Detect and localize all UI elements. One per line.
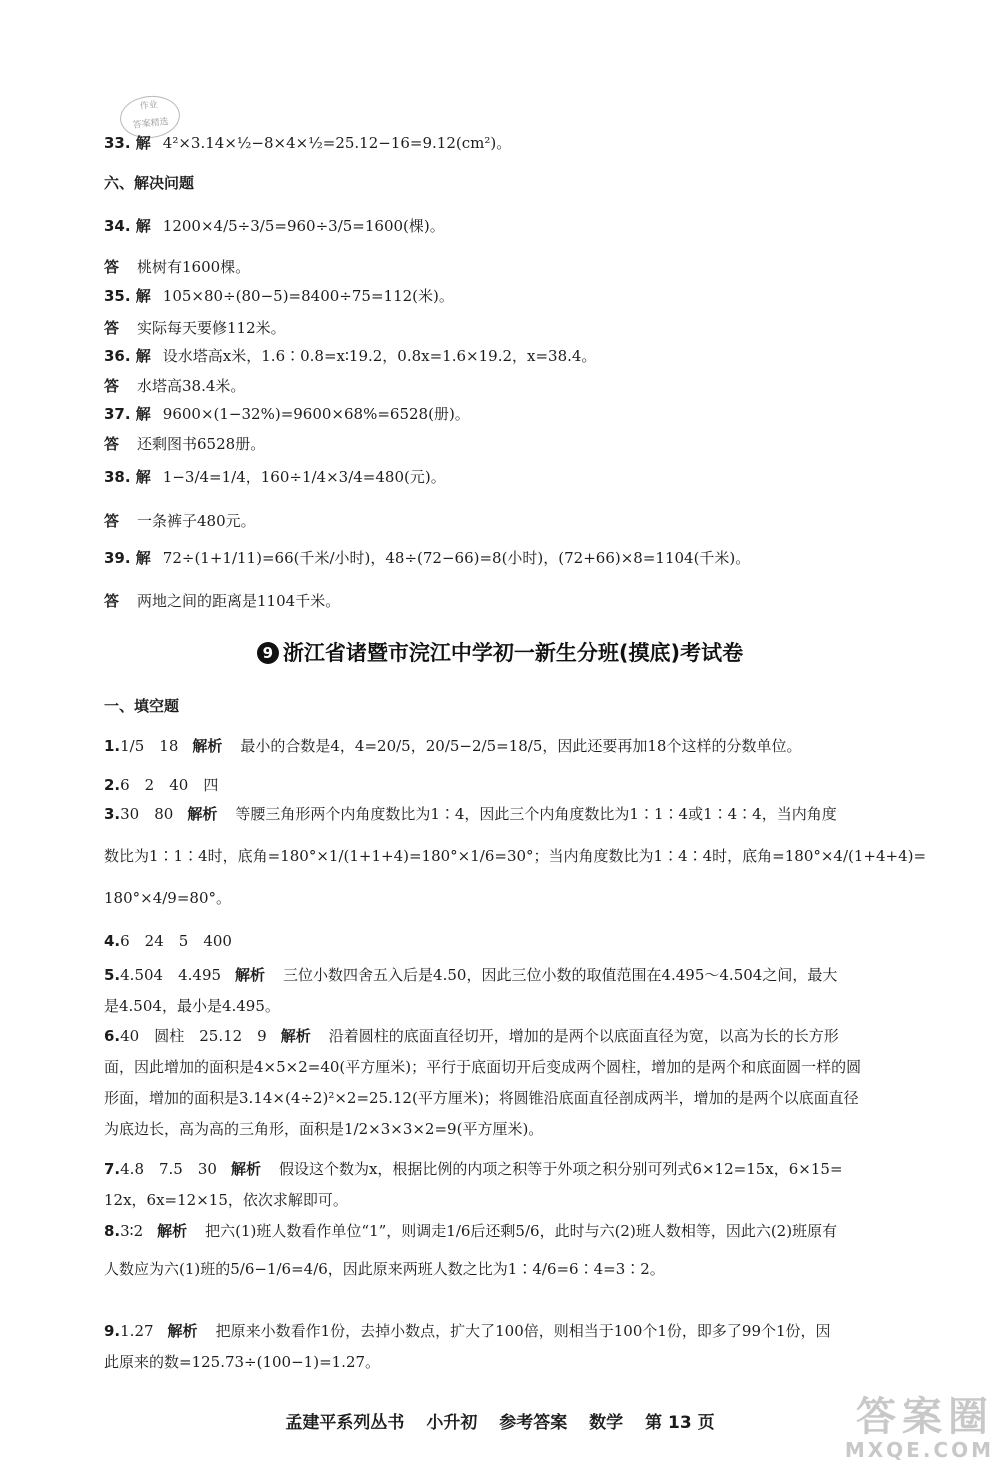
fill-answer: 1.27 [120, 1322, 154, 1340]
answer-label: 答 [104, 512, 120, 530]
jiexi-label: 解析 [280, 1027, 311, 1045]
section-6-heading: 六、解决问题 [104, 174, 195, 192]
answer-line [104, 375, 960, 397]
jiexi-label: 解析 [230, 1160, 261, 1178]
fill-number: 8. [104, 1222, 121, 1240]
fill-explanation-line: 是4.504，最小是4.495。 [104, 997, 280, 1015]
fill-item [104, 803, 960, 825]
footer-page: 第 13 页 [645, 1413, 715, 1433]
answer-text: 实际每天要修112米。 [137, 319, 286, 337]
fill-explanation-line: 180°×4/9=80°。 [104, 889, 231, 907]
fill-answer: 3∶2 [120, 1222, 144, 1240]
fill-answer: 30 80 [120, 805, 174, 823]
footer-grade: 小升初 [426, 1413, 478, 1433]
footer-type: 参考答案 [499, 1413, 568, 1433]
answer-line [104, 433, 960, 455]
answer-line [104, 317, 960, 339]
fill-item [104, 1158, 960, 1180]
q33-number: 33. 解 [104, 134, 151, 152]
fill-number: 9. [104, 1322, 121, 1340]
answer-text: 水塔高38.4米。 [137, 377, 246, 395]
fill-answer: 6 2 40 四 [120, 776, 219, 794]
fill-item [104, 1320, 960, 1342]
jiexi-label: 解析 [167, 1322, 198, 1340]
problem-number: 34. 解 [104, 217, 151, 235]
answer-label: 答 [104, 319, 120, 337]
fill-item [104, 1220, 960, 1242]
fill-explanation-line: 12x，6x=12×15，依次求解即可。 [104, 1191, 348, 1209]
stamp-text: 作业 [139, 100, 159, 112]
fill-item [104, 1025, 960, 1047]
problem-number: 38. 解 [104, 468, 151, 486]
fill-explanation-line: 此原来的数=125.73÷(100−1)=1.27。 [104, 1353, 381, 1371]
problem-line [104, 466, 960, 488]
fill-number: 6. [104, 1027, 121, 1045]
fill-explanation: 把原来小数看作1份，去掉小数点，扩大了100倍，则相当于100个1份，即多了99个1份，因 [215, 1322, 831, 1340]
answer-label: 答 [104, 377, 120, 395]
jiexi-label: 解析 [187, 805, 218, 823]
fill-explanation: 等腰三角形两个内角度数比为1∶4，因此三个内角度数比为1∶1∶4或1∶4∶4，当内角度 [235, 805, 837, 823]
fill-number: 2. [104, 776, 121, 794]
problem-number: 36. 解 [104, 347, 151, 365]
answer-text: 桃树有1600棵。 [137, 258, 251, 276]
fill-number: 5. [104, 966, 121, 984]
problem-number: 37. 解 [104, 405, 151, 423]
jiexi-label: 解析 [157, 1222, 188, 1240]
watermark-small: MXQE.COM [844, 1438, 994, 1462]
footer-subject: 数学 [589, 1413, 624, 1433]
fill-number: 4. [104, 932, 121, 950]
q33-line [104, 132, 960, 154]
fill-explanation: 沿着圆柱的底面直径切开，增加的是两个以底面直径为宽，以高为长的长方形 [328, 1027, 839, 1045]
fill-answer: 6 24 5 400 [120, 932, 232, 950]
fill-answer: 40 圆柱 25.12 9 [120, 1027, 267, 1045]
fill-explanation: 最小的合数是4，4=20/5，20/5−2/5=18/5，因此还要再加18个这样的分数单位。 [240, 737, 802, 755]
fill-answer: 4.8 7.5 30 [120, 1160, 217, 1178]
answer-label: 答 [104, 592, 120, 610]
fill-explanation-line: 面，因此增加的面积是4×5×2=40(平方厘米)；平行于底面切开后变成两个圆柱，增加的是两个和底面圆一样的圆 [104, 1058, 862, 1076]
problem-solution: 1−3/4=1/4，160÷1/4×3/4=480(元)。 [162, 468, 446, 486]
footer-series: 孟建平系列丛书 [285, 1413, 405, 1433]
fill-explanation: 三位小数四舍五入后是4.50，因此三位小数的取值范围在4.495～4.504之间，最大 [283, 966, 838, 984]
stamp-sub: 答案精选 [132, 117, 170, 131]
exam-badge: 9 [257, 642, 279, 664]
fill-answer: 1/5 18 [120, 737, 179, 755]
fill-item [104, 930, 960, 952]
problem-line [104, 345, 960, 367]
fill-answer: 4.504 4.495 [120, 966, 222, 984]
exam-title [0, 637, 1000, 667]
fill-number: 1. [104, 737, 121, 755]
watermark-big: 答案圈 [856, 1394, 994, 1440]
answer-line [104, 590, 960, 612]
problem-solution: 9600×(1−32%)=9600×68%=6528(册)。 [162, 405, 470, 423]
fill-explanation-line: 人数应为六(1)班的5/6−1/6=4/6，因此原来两班人数之比为1∶4/6=6∶4=3∶2。 [104, 1260, 665, 1278]
problem-solution: 设水塔高x米，1.6∶0.8=x∶19.2，0.8x=1.6×19.2，x=38.4。 [162, 347, 597, 365]
answer-line [104, 256, 960, 278]
answer-text: 一条裤子480元。 [137, 512, 256, 530]
fill-explanation-line: 数比为1∶1∶4时，底角=180°×1/(1+1+4)=180°×1/6=30°；当内角度数比为1∶4∶4时，底角=180°×4/(1+4+4)= [104, 847, 927, 865]
problem-solution: 72÷(1+1/11)=66(千米/小时)，48÷(72−66)=8(小时)，(72+66)×8=1104(千米)。 [162, 549, 751, 567]
answer-label: 答 [104, 258, 120, 276]
q33-text: 4²×3.14×½−8×4×½=25.12−16=9.12(cm²)。 [162, 134, 512, 152]
fill-item [104, 735, 960, 757]
fill-number: 7. [104, 1160, 121, 1178]
answer-line [104, 510, 960, 532]
problem-solution: 1200×4/5÷3/5=960÷3/5=1600(棵)。 [162, 217, 445, 235]
answer-text: 还剩图书6528册。 [137, 435, 266, 453]
answer-text: 两地之间的距离是1104千米。 [137, 592, 341, 610]
problem-solution: 105×80÷(80−5)=8400÷75=112(米)。 [162, 287, 454, 305]
answer-label: 答 [104, 435, 120, 453]
fill-item [104, 964, 960, 986]
problem-line [104, 215, 960, 237]
exam-title-text: 浙江省诸暨市浣江中学初一新生分班(摸底)考试卷 [282, 641, 744, 665]
problem-number: 35. 解 [104, 287, 151, 305]
problem-line [104, 403, 960, 425]
jiexi-label: 解析 [192, 737, 223, 755]
fill-explanation: 假设这个数为x，根据比例的内项之积等于外项之积分别可列式6×12=15x，6×15= [278, 1160, 843, 1178]
problem-line [104, 547, 960, 569]
fill-number: 3. [104, 805, 121, 823]
section-1-heading: 一、填空题 [104, 697, 180, 715]
fill-explanation-line: 为底边长，高为高的三角形，面积是1/2×3×3×2=9(平方厘米)。 [104, 1120, 544, 1138]
watermark-logo [794, 1395, 994, 1465]
fill-explanation-line: 形面，增加的面积是3.14×(4÷2)²×2=25.12(平方厘米)；将圆锥沿底面直径剖成两半，增加的是两个以底面直径 [104, 1089, 859, 1107]
fill-item [104, 774, 960, 796]
problem-line [104, 285, 960, 307]
jiexi-label: 解析 [235, 966, 266, 984]
fill-explanation: 把六(1)班人数看作单位“1”，则调走1/6后还剩5/6，此时与六(2)班人数相等，因此六(2)班原有 [205, 1222, 838, 1240]
problem-number: 39. 解 [104, 549, 151, 567]
